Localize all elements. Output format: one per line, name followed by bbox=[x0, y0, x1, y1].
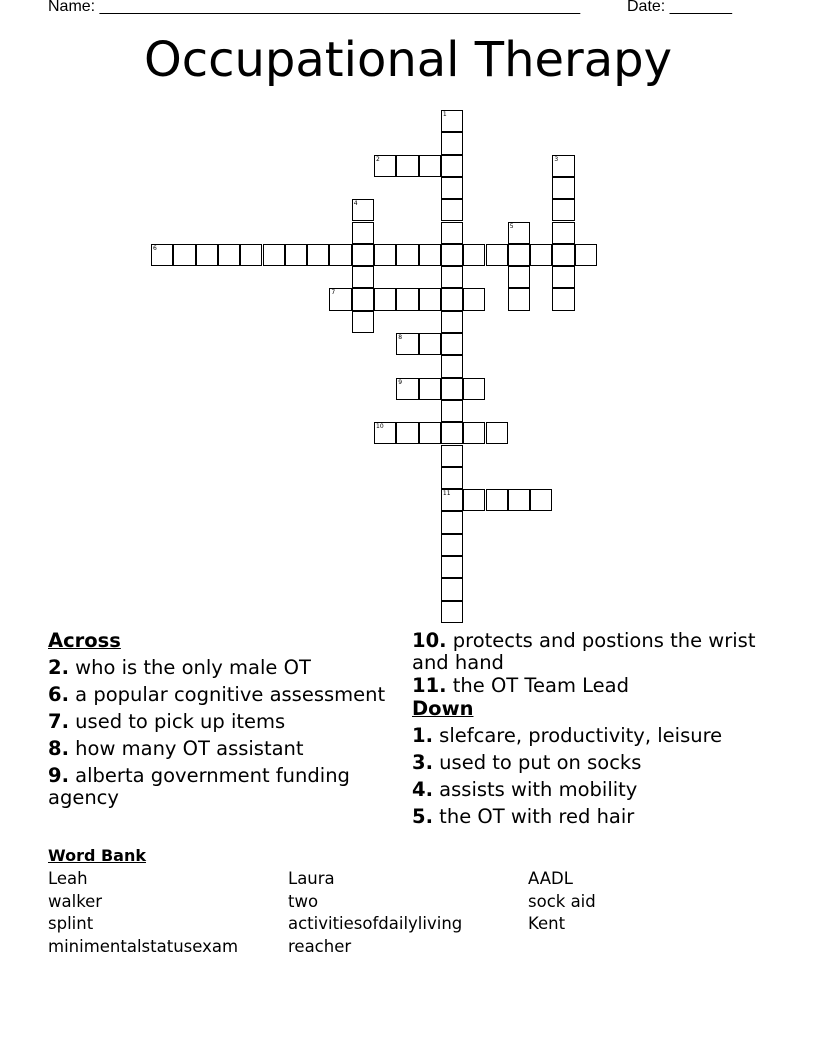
grid-cell[interactable] bbox=[396, 422, 418, 444]
grid-cell[interactable] bbox=[552, 244, 574, 266]
clue-number: 10 bbox=[376, 423, 384, 431]
grid-cell[interactable] bbox=[441, 177, 463, 199]
word-bank-item: AADL bbox=[528, 869, 573, 888]
grid-cell[interactable] bbox=[441, 489, 463, 511]
grid-cell[interactable] bbox=[508, 266, 530, 288]
grid-cell[interactable] bbox=[486, 489, 508, 511]
clue-item: 2. who is the only male OT bbox=[48, 656, 311, 679]
grid-cell[interactable] bbox=[575, 244, 597, 266]
grid-cell[interactable] bbox=[441, 199, 463, 221]
clue-number: 2 bbox=[376, 155, 380, 163]
grid-cell[interactable] bbox=[218, 244, 240, 266]
grid-cell[interactable] bbox=[552, 199, 574, 221]
grid-cell[interactable] bbox=[307, 244, 329, 266]
grid-cell[interactable] bbox=[463, 422, 485, 444]
clue-item: 11. the OT Team Lead bbox=[412, 674, 629, 697]
clue-number: 8 bbox=[398, 334, 403, 341]
grid-cell[interactable] bbox=[441, 578, 463, 600]
grid-cell[interactable] bbox=[463, 489, 485, 511]
word-bank-column bbox=[48, 868, 238, 958]
grid-cell[interactable] bbox=[441, 467, 463, 489]
clue-item: 9. alberta government funding agency bbox=[48, 764, 350, 809]
grid-cell[interactable] bbox=[463, 378, 485, 400]
grid-cell[interactable] bbox=[419, 333, 441, 355]
clue-number: 11 bbox=[442, 490, 451, 498]
grid-cell[interactable] bbox=[441, 155, 463, 177]
word-bank-column bbox=[288, 868, 462, 958]
grid-cell[interactable] bbox=[441, 222, 463, 244]
grid-cell[interactable] bbox=[552, 266, 574, 288]
grid-cell[interactable] bbox=[441, 266, 463, 288]
grid-cell[interactable] bbox=[508, 222, 530, 244]
grid-cell[interactable] bbox=[441, 445, 463, 467]
clue-item: 3. used to put on socks bbox=[412, 751, 642, 774]
grid-cell[interactable] bbox=[396, 288, 418, 310]
clue-number: 1 bbox=[442, 111, 447, 118]
word-bank-item: walker bbox=[48, 891, 103, 911]
grid-cell[interactable] bbox=[352, 266, 374, 288]
word-bank-item: two bbox=[288, 891, 319, 911]
grid-cell[interactable] bbox=[196, 244, 218, 266]
grid-cell[interactable] bbox=[419, 288, 441, 310]
clue-item: 10. protects and postions the wrist and hand bbox=[412, 629, 756, 674]
down-heading: Down bbox=[412, 697, 474, 720]
clue-item: 1. slefcare, productivity, leisure bbox=[412, 724, 723, 747]
grid-cell[interactable] bbox=[508, 489, 530, 511]
date-field: Date: _______ bbox=[627, 0, 732, 15]
grid-cell[interactable] bbox=[463, 288, 485, 310]
grid-cell[interactable] bbox=[396, 378, 418, 400]
clue-item: 8. how many OT assistant bbox=[48, 737, 304, 760]
clue-number: 6 bbox=[153, 244, 157, 252]
grid-cell[interactable] bbox=[419, 244, 441, 266]
grid-cell[interactable] bbox=[441, 422, 463, 444]
grid-cell[interactable] bbox=[396, 244, 418, 266]
clue-item: 4. assists with mobility bbox=[412, 778, 638, 801]
word-bank-item: reacher bbox=[288, 936, 352, 956]
clue-number: 3 bbox=[554, 155, 559, 163]
grid-cell[interactable] bbox=[419, 155, 441, 177]
grid-cell[interactable] bbox=[173, 244, 195, 266]
word-bank-item: Kent bbox=[528, 914, 566, 933]
grid-cell[interactable] bbox=[441, 601, 463, 623]
clue-number: 5 bbox=[509, 222, 514, 230]
grid-cell[interactable] bbox=[441, 311, 463, 333]
grid-cell[interactable] bbox=[352, 244, 374, 266]
grid-cell[interactable] bbox=[441, 378, 463, 400]
across-clues bbox=[48, 630, 398, 814]
grid-cell[interactable] bbox=[441, 333, 463, 355]
grid-cell[interactable] bbox=[552, 177, 574, 199]
word-bank-item: sock aid bbox=[528, 891, 596, 911]
grid-cell[interactable] bbox=[441, 288, 463, 310]
grid-cell[interactable] bbox=[374, 422, 396, 444]
clue-item: 6. a popular cognitive assessment bbox=[48, 683, 386, 706]
clue-number: 4 bbox=[353, 200, 358, 208]
name-field: Name: ______________________________________________________ bbox=[48, 0, 581, 15]
grid-cell[interactable] bbox=[396, 155, 418, 177]
word-bank-column bbox=[528, 868, 596, 936]
grid-cell[interactable] bbox=[374, 155, 396, 177]
grid-cell[interactable] bbox=[552, 155, 574, 177]
word-bank-item: minimentalstatusexam bbox=[48, 936, 239, 956]
grid-cell[interactable] bbox=[441, 556, 463, 578]
grid-cell[interactable] bbox=[441, 132, 463, 154]
grid-cell[interactable] bbox=[285, 244, 307, 266]
grid-cell[interactable] bbox=[441, 400, 463, 422]
grid-cell[interactable] bbox=[508, 244, 530, 266]
grid-cell[interactable] bbox=[508, 288, 530, 310]
word-bank bbox=[48, 846, 146, 867]
across-heading: Across bbox=[48, 629, 121, 652]
grid-cell[interactable] bbox=[329, 288, 351, 310]
grid-cell[interactable] bbox=[552, 288, 574, 310]
grid-cell[interactable] bbox=[329, 244, 351, 266]
grid-cell[interactable] bbox=[441, 244, 463, 266]
grid-cell[interactable] bbox=[151, 244, 173, 266]
grid-cell[interactable] bbox=[552, 222, 574, 244]
word-bank-item: splint bbox=[48, 914, 94, 933]
word-bank-heading: Word Bank bbox=[48, 846, 147, 865]
grid-cell[interactable] bbox=[419, 378, 441, 400]
clue-item: 5. the OT with red hair bbox=[412, 805, 635, 828]
grid-cell[interactable] bbox=[463, 244, 485, 266]
down-clues bbox=[412, 630, 772, 833]
grid-cell[interactable] bbox=[530, 244, 552, 266]
grid-cell[interactable] bbox=[374, 288, 396, 310]
clue-number: 9 bbox=[398, 378, 403, 386]
word-bank-item: Laura bbox=[288, 869, 335, 888]
grid-cell[interactable] bbox=[530, 489, 552, 511]
grid-cell[interactable] bbox=[441, 110, 463, 132]
grid-cell[interactable] bbox=[419, 422, 441, 444]
grid-cell[interactable] bbox=[263, 244, 285, 266]
grid-cell[interactable] bbox=[374, 244, 396, 266]
grid-cell[interactable] bbox=[486, 244, 508, 266]
grid-cell[interactable] bbox=[396, 333, 418, 355]
grid-cell[interactable] bbox=[441, 511, 463, 533]
clue-number: 7 bbox=[331, 289, 336, 297]
grid-cell[interactable] bbox=[352, 288, 374, 310]
grid-cell[interactable] bbox=[441, 534, 463, 556]
clue-item: 7. used to pick up items bbox=[48, 710, 286, 733]
word-bank-item: activitiesofdailyliving bbox=[288, 914, 463, 933]
grid-cell[interactable] bbox=[486, 422, 508, 444]
word-bank-item: Leah bbox=[48, 869, 88, 888]
grid-cell[interactable] bbox=[240, 244, 262, 266]
grid-cell[interactable] bbox=[352, 311, 374, 333]
grid-cell[interactable] bbox=[441, 355, 463, 377]
grid-cell[interactable] bbox=[352, 222, 374, 244]
grid-cell[interactable] bbox=[352, 199, 374, 221]
page-title: Occupational Therapy bbox=[143, 32, 673, 88]
